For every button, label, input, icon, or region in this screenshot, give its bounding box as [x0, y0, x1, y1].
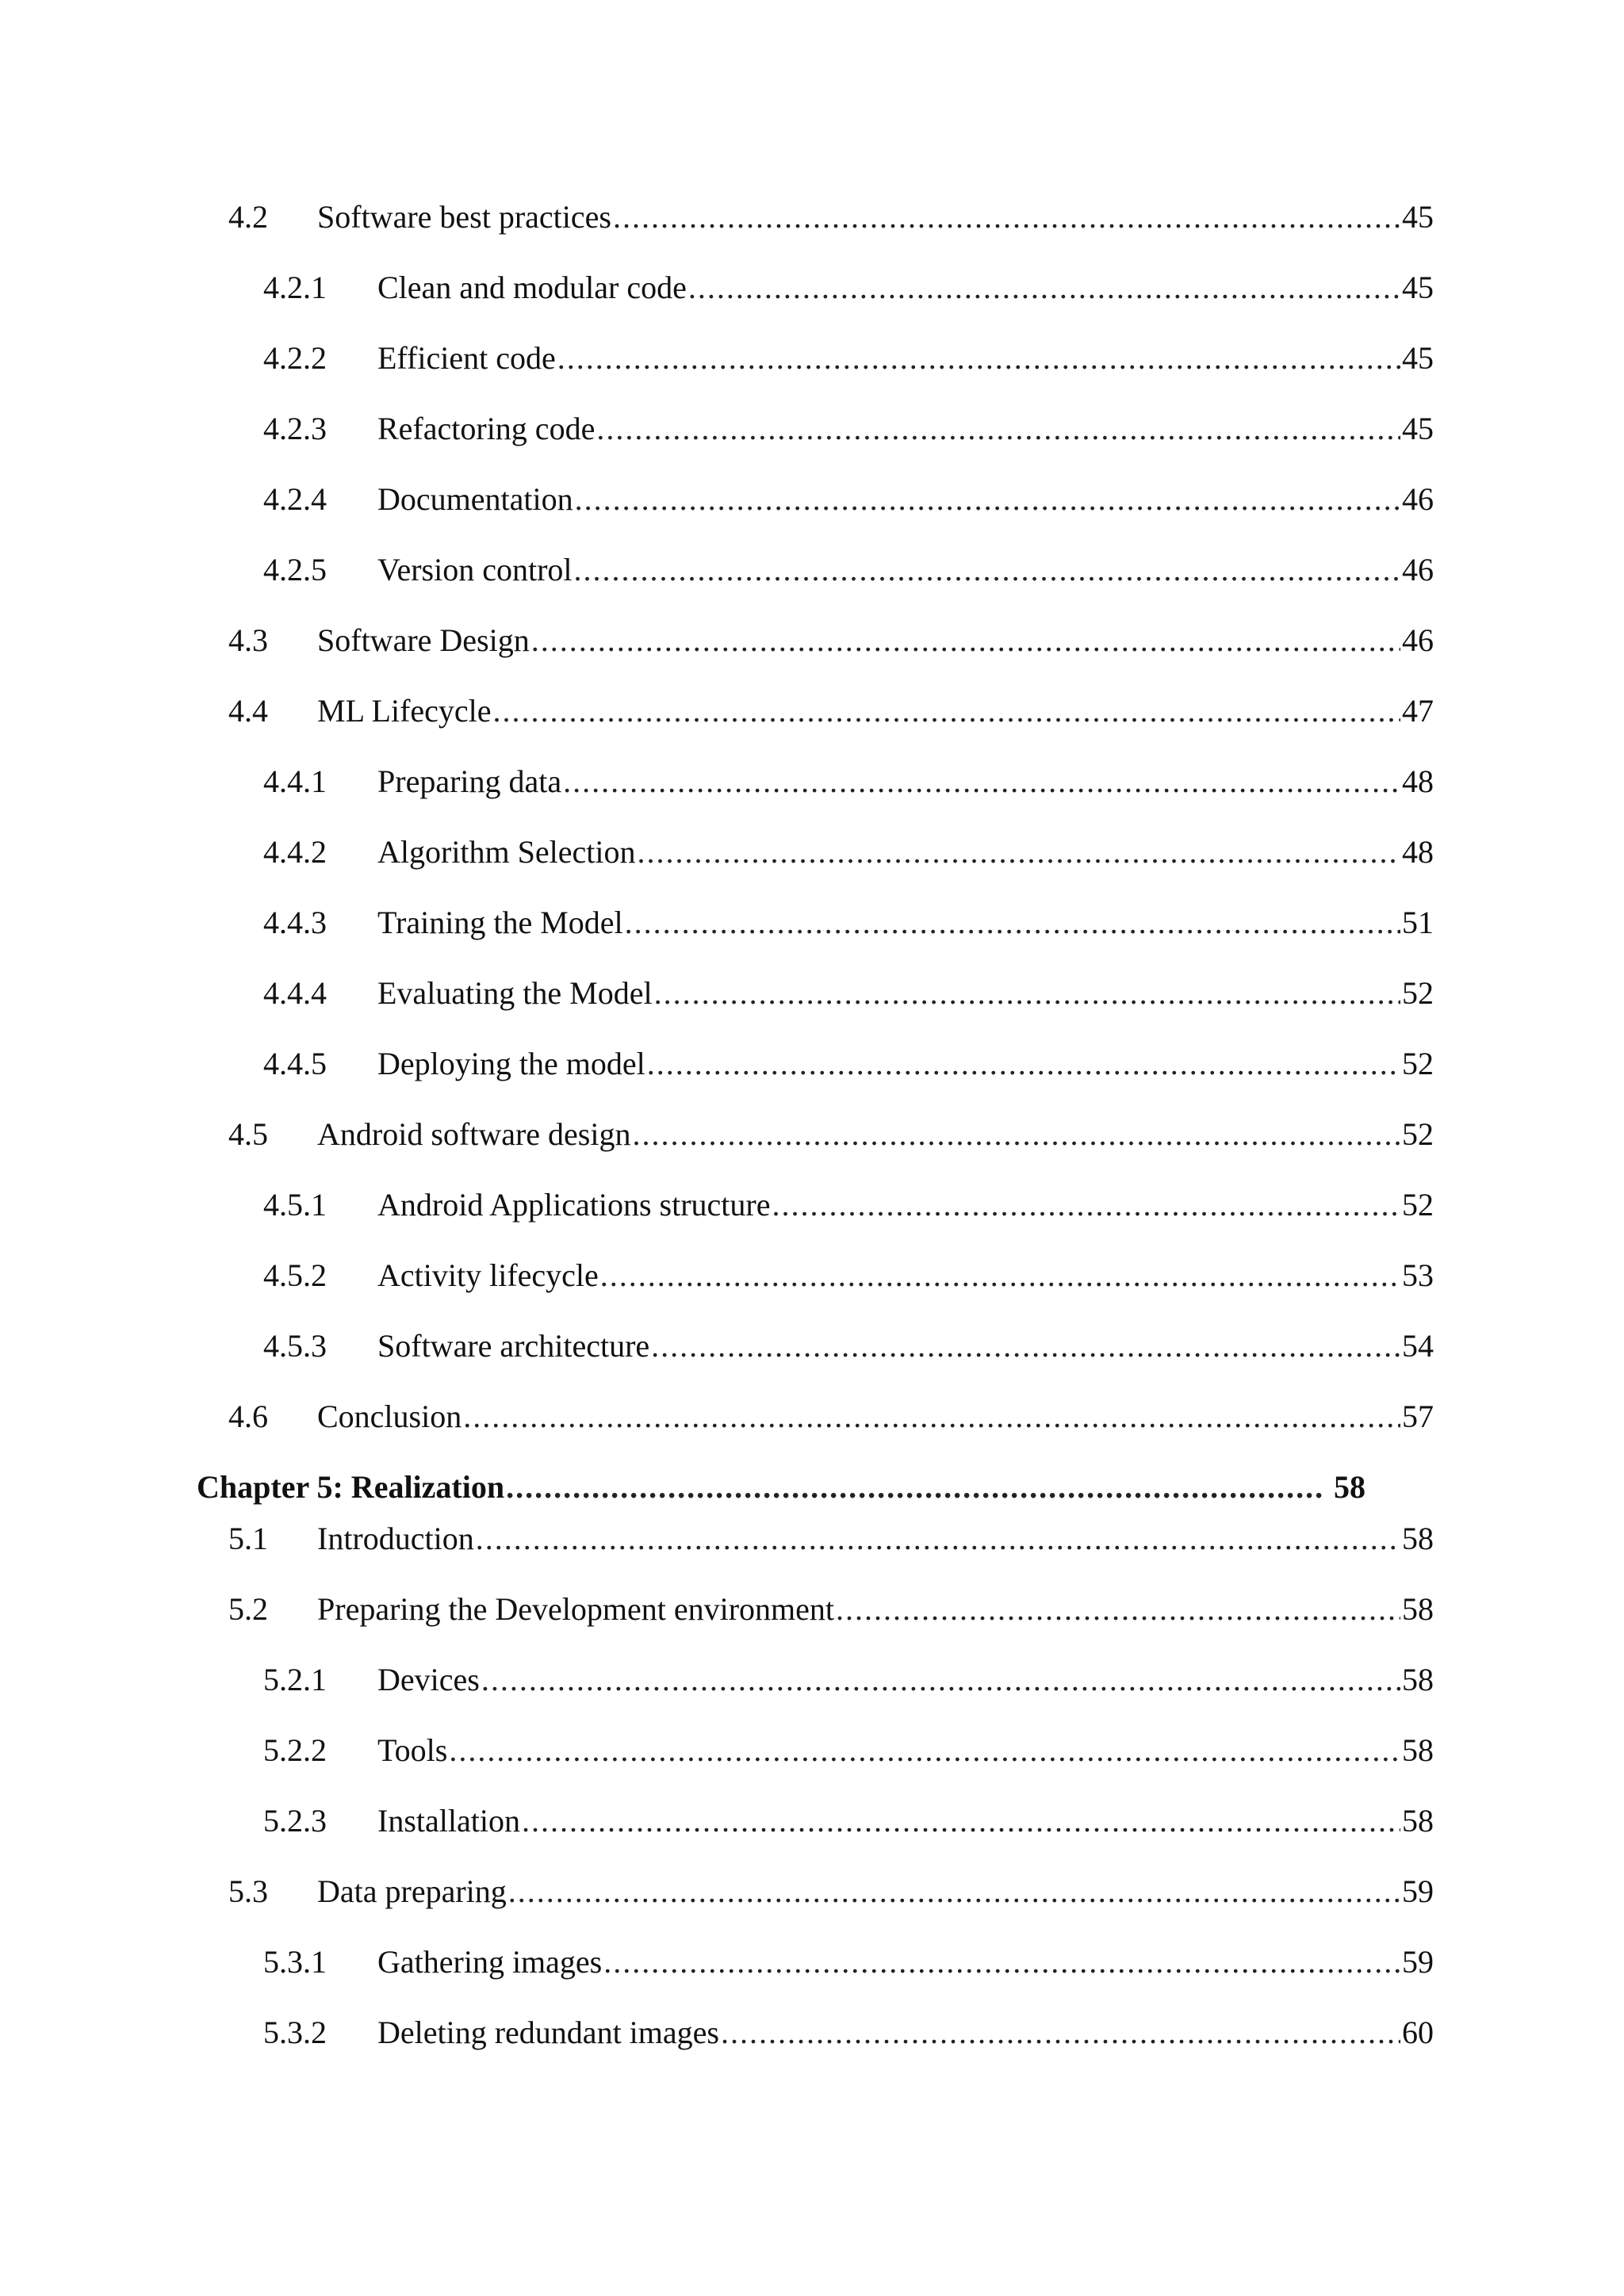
section-title: Software Design: [317, 622, 530, 658]
section-number: 4.3: [228, 622, 268, 658]
toc-entry[interactable]: [228, 622, 1434, 660]
section-title: Installation: [377, 1803, 520, 1839]
section-number: 4.5.2: [263, 1257, 327, 1293]
section-number: 4.5: [228, 1116, 268, 1152]
toc-entry[interactable]: [263, 833, 1434, 871]
section-title: Evaluating the Model: [377, 975, 653, 1011]
dot-leader: [481, 1661, 1400, 1699]
section-number: 4.2.2: [263, 340, 327, 376]
dot-leader: [721, 2014, 1400, 2052]
section-number: 5.2.1: [263, 1662, 327, 1697]
page-number: 52: [1402, 975, 1434, 1011]
section-title: ML Lifecycle: [317, 693, 492, 729]
toc-entry[interactable]: [263, 904, 1434, 942]
page-number: 45: [1402, 411, 1434, 446]
section-title: Activity lifecycle: [377, 1257, 599, 1293]
dot-leader: [600, 1257, 1400, 1295]
dot-leader: [563, 763, 1400, 801]
dot-leader: [651, 1327, 1400, 1365]
section-title: Clean and modular code: [377, 270, 687, 305]
toc-entry[interactable]: [228, 1398, 1434, 1436]
page-number: 57: [1402, 1399, 1434, 1434]
section-title: Documentation: [377, 481, 573, 517]
section-number: 4.2.5: [263, 552, 327, 587]
toc-entry[interactable]: [228, 198, 1434, 236]
toc-entry[interactable]: [263, 480, 1434, 519]
page-number: 58: [1402, 1591, 1434, 1627]
section-title: Android software design: [317, 1116, 631, 1152]
dot-leader: [688, 269, 1400, 307]
section-title: Preparing the Development environment: [317, 1591, 835, 1627]
page-number: 58: [1334, 1469, 1365, 1505]
page-number: 46: [1402, 481, 1434, 517]
toc-entry[interactable]: [263, 1661, 1434, 1699]
page-number: 48: [1402, 834, 1434, 870]
dot-leader: [772, 1186, 1400, 1224]
section-title: Tools: [377, 1732, 448, 1768]
page-number: 45: [1402, 270, 1434, 305]
dot-leader: [654, 974, 1400, 1012]
dot-leader: [836, 1590, 1400, 1628]
dot-leader: [603, 1943, 1400, 1981]
page-number: 46: [1402, 622, 1434, 658]
page-number: 60: [1402, 2015, 1434, 2050]
toc-entry[interactable]: [263, 1943, 1434, 1981]
section-title: Android Applications structure: [377, 1187, 771, 1223]
toc-entry[interactable]: [263, 1732, 1434, 1770]
section-title: Introduction: [317, 1521, 474, 1556]
page-number: 45: [1402, 199, 1434, 235]
dot-leader: [476, 1520, 1400, 1558]
dot-leader: [506, 1468, 1326, 1506]
section-title: Preparing data: [377, 763, 562, 799]
section-title: Algorithm Selection: [377, 834, 636, 870]
section-number: 4.2.3: [263, 411, 327, 446]
section-number: 5.2.3: [263, 1803, 327, 1839]
dot-leader: [463, 1398, 1400, 1436]
toc-entry[interactable]: [228, 692, 1434, 730]
dot-leader: [522, 1802, 1400, 1840]
dot-leader: [647, 1045, 1400, 1083]
dot-leader: [449, 1732, 1400, 1770]
section-title: Data preparing: [317, 1873, 507, 1909]
page-number: 54: [1402, 1328, 1434, 1364]
toc-entry[interactable]: [263, 763, 1434, 801]
section-number: 4.2.4: [263, 481, 327, 517]
section-number: 4.4.5: [263, 1046, 327, 1081]
toc-entry[interactable]: [263, 339, 1434, 377]
section-number: 5.1: [228, 1521, 268, 1556]
page-number: 51: [1402, 905, 1434, 940]
dot-leader: [493, 692, 1400, 730]
dot-leader: [531, 622, 1400, 660]
section-title: Software architecture: [377, 1328, 650, 1364]
page-number: 59: [1402, 1944, 1434, 1980]
toc-entry[interactable]: [228, 1590, 1434, 1628]
section-title: Devices: [377, 1662, 480, 1697]
page-number: 52: [1402, 1116, 1434, 1152]
section-number: 5.3.1: [263, 1944, 327, 1980]
section-number: 4.4.4: [263, 975, 327, 1011]
page-number: 53: [1402, 1257, 1434, 1293]
page-number: 58: [1402, 1662, 1434, 1697]
toc-entry[interactable]: [228, 1115, 1434, 1154]
page-number: 59: [1402, 1873, 1434, 1909]
section-number: 4.6: [228, 1399, 268, 1434]
page-number: 46: [1402, 552, 1434, 587]
section-number: 5.3.2: [263, 2015, 327, 2050]
section-title: Refactoring code: [377, 411, 596, 446]
section-title: Version control: [377, 552, 573, 587]
section-title: Software best practices: [317, 199, 611, 235]
toc-entry[interactable]: [263, 410, 1434, 448]
toc-entry[interactable]: [263, 1257, 1434, 1295]
page-number: 52: [1402, 1046, 1434, 1081]
page-number: 58: [1402, 1521, 1434, 1556]
section-number: 5.2.2: [263, 1732, 327, 1768]
section-title: Efficient code: [377, 340, 556, 376]
toc-entry[interactable]: [263, 551, 1434, 589]
section-title: Gathering images: [377, 1944, 603, 1980]
dot-leader: [632, 1115, 1400, 1154]
toc-entry[interactable]: [228, 1873, 1434, 1911]
dot-leader: [575, 480, 1400, 519]
toc-entry[interactable]: [263, 269, 1434, 307]
toc-entry[interactable]: [263, 1802, 1434, 1840]
section-number: 4.5.3: [263, 1328, 327, 1364]
toc-entry[interactable]: [263, 1327, 1434, 1365]
section-title: Conclusion: [317, 1399, 462, 1434]
section-title: Deleting redundant images: [377, 2015, 719, 2050]
page-number: 58: [1402, 1732, 1434, 1768]
toc-entry[interactable]: [263, 1045, 1434, 1083]
dot-leader: [557, 339, 1400, 377]
section-title: Training the Model: [377, 905, 623, 940]
toc-entry[interactable]: [263, 1186, 1434, 1224]
dot-leader: [638, 833, 1400, 871]
section-number: 4.4.3: [263, 905, 327, 940]
dot-leader: [625, 904, 1400, 942]
toc-entry[interactable]: [263, 974, 1434, 1012]
chapter-title: Chapter 5: Realization: [197, 1469, 505, 1505]
page-number: 47: [1402, 693, 1434, 729]
dot-leader: [508, 1873, 1400, 1911]
toc-entry[interactable]: [263, 2014, 1434, 2052]
dot-leader: [574, 551, 1400, 589]
page-number: 45: [1402, 340, 1434, 376]
section-number: 5.3: [228, 1873, 268, 1909]
section-number: 4.2.1: [263, 270, 327, 305]
toc-entry[interactable]: [228, 1520, 1434, 1558]
dot-leader: [613, 198, 1400, 236]
section-number: 4.5.1: [263, 1187, 327, 1223]
page-number: 48: [1402, 763, 1434, 799]
page-number: 58: [1402, 1803, 1434, 1839]
section-title: Deploying the model: [377, 1046, 645, 1081]
section-number: 4.2: [228, 199, 268, 235]
section-number: 4.4: [228, 693, 268, 729]
section-number: 4.4.2: [263, 834, 327, 870]
section-number: 4.4.1: [263, 763, 327, 799]
toc-chapter-entry[interactable]: [197, 1468, 1365, 1506]
dot-leader: [596, 410, 1400, 448]
page-number: 52: [1402, 1187, 1434, 1223]
section-number: 5.2: [228, 1591, 268, 1627]
